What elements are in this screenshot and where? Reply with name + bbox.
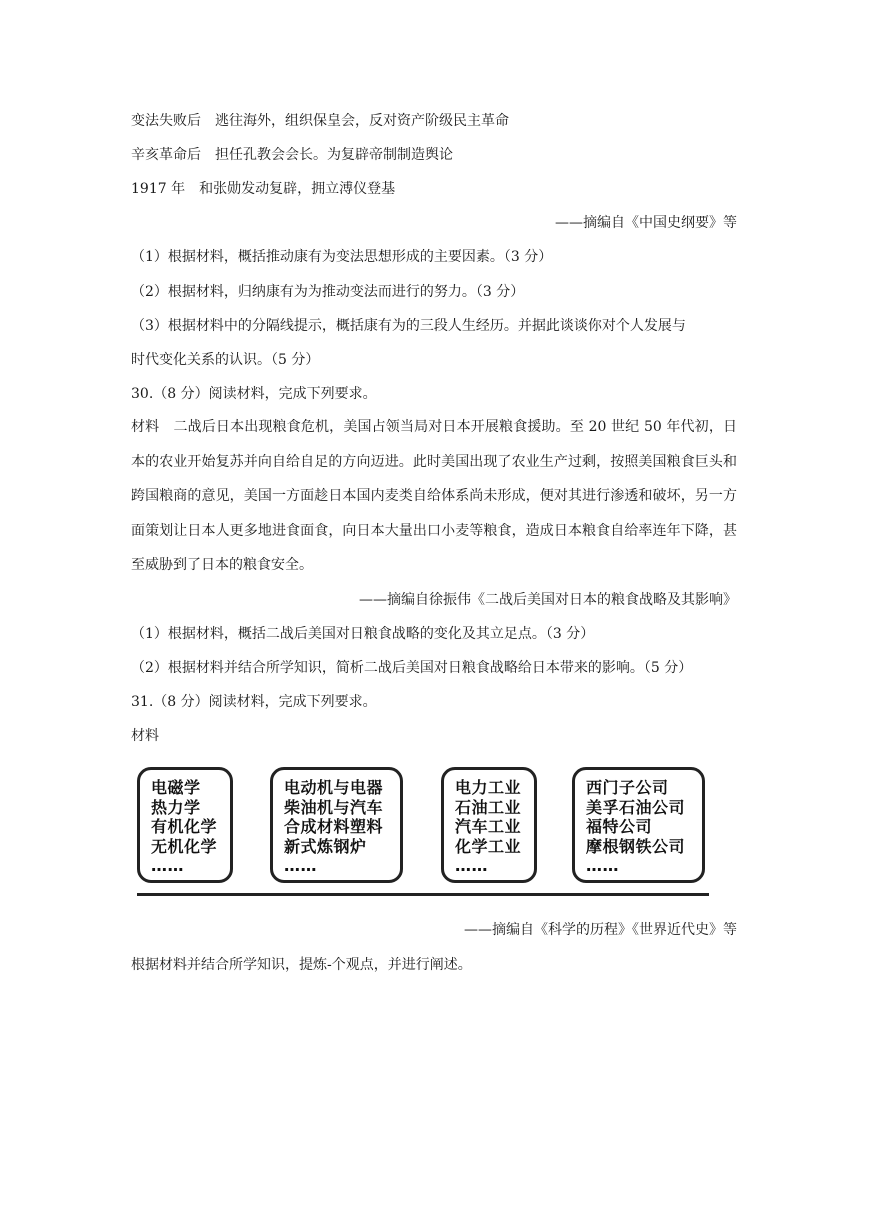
box-item: 摩根钢铁公司 [586,836,686,856]
question-item: （3）根据材料中的分隔线提示，概括康有为的三段人生经历。并据此谈谈你对个人发展与 [131,318,686,334]
diagram-baseline [137,893,709,896]
box-item: 化学工业 [455,836,522,856]
timeline-row [131,179,395,199]
box-item: 合成材料塑料 [284,817,384,836]
question-item: 根据材料并结合所学知识，提炼-个观点，并进行阐述。 [131,957,472,973]
timeline-label: 1917 年 [131,181,186,197]
box-item: 电动机与电器 [284,778,384,797]
box-item: 热力学 [151,797,201,817]
box-item: …… [455,856,488,875]
timeline-label: 辛亥革命后 [131,147,201,163]
timeline-text: 逃往海外，组织保皇会，反对资产阶级民主革命 [215,113,509,129]
box-item: 有机化学 [151,817,218,836]
box-item: 电力工业 [455,778,522,797]
diagram-box-science [137,767,233,883]
question-title: 30.（8 分）阅读材料，完成下列要求。 [131,386,377,402]
box-item: …… [284,856,317,875]
timeline-label: 变法失败后 [131,113,201,129]
diagram-box-companies [572,767,705,883]
box-item: 无机化学 [151,836,218,856]
timeline-text: 担任孔教会会长。为复辟帝制制造舆论 [215,147,453,163]
question-item: （1）根据材料，概括二战后美国对日粮食战略的变化及其立足点。（3 分） [131,626,595,642]
box-item: 电磁学 [151,778,201,797]
question-item: （2）根据材料，归纳康有为为推动变法而进行的努力。（3 分） [131,284,525,300]
question-item: 时代变化关系的认识。（5 分） [131,352,320,368]
box-item: 新式炼钢炉 [284,836,367,856]
box-item: 柴油机与汽车 [284,797,384,817]
timeline-row [131,145,453,165]
timeline-row [131,111,509,131]
box-item: …… [586,856,619,875]
timeline-text: 和张勋发动复辟，拥立溥仪登基 [199,181,396,197]
source-citation: ——摘编自徐振伟《二战后美国对日本的粮食战略及其影响》 [359,592,737,608]
material-paragraph: 材料 二战后日本出现粮食危机，美国占领当局对日本开展粮食援助。至 20 世纪 50 年代初，日本的农业开始复苏并向自给自足的方向迈进。此时美国出现了农业生产过剩，按照美国粮食巨头和跨国粮商的意见，美国一方面趁日本国内麦类自给体系尚未形成，便对其进行渗透和破坏，另一方面策划让日本人更多地进食面食，向日本大量出口小麦等粮食，造成日本粮食自给率连年下降，甚至威胁到了日本的粮食安全。 [131,419,737,573]
box-item: 西门子公司 [586,778,669,797]
source-citation: ——摘编自《中国史纲要》等 [555,215,737,231]
box-item: …… [151,856,184,875]
box-item: 美孚石油公司 [586,797,686,817]
diagram-box-industry [441,767,537,883]
question-item: （1）根据材料，概括推动康有为变法思想形成的主要因素。（3 分） [131,249,553,265]
timeline-diagram [137,767,709,903]
material-label: 材料 [131,728,159,744]
question-title: 31.（8 分）阅读材料，完成下列要求。 [131,694,377,710]
source-citation: ——摘编自《科学的历程》《世界近代史》等 [464,922,737,938]
box-item: 汽车工业 [455,817,522,836]
diagram-box-technology [270,767,403,883]
box-item: 福特公司 [586,817,653,836]
question-item: （2）根据材料并结合所学知识，简析二战后美国对日粮食战略给日本带来的影响。（5 分） [131,660,693,676]
box-item: 石油工业 [455,797,522,817]
